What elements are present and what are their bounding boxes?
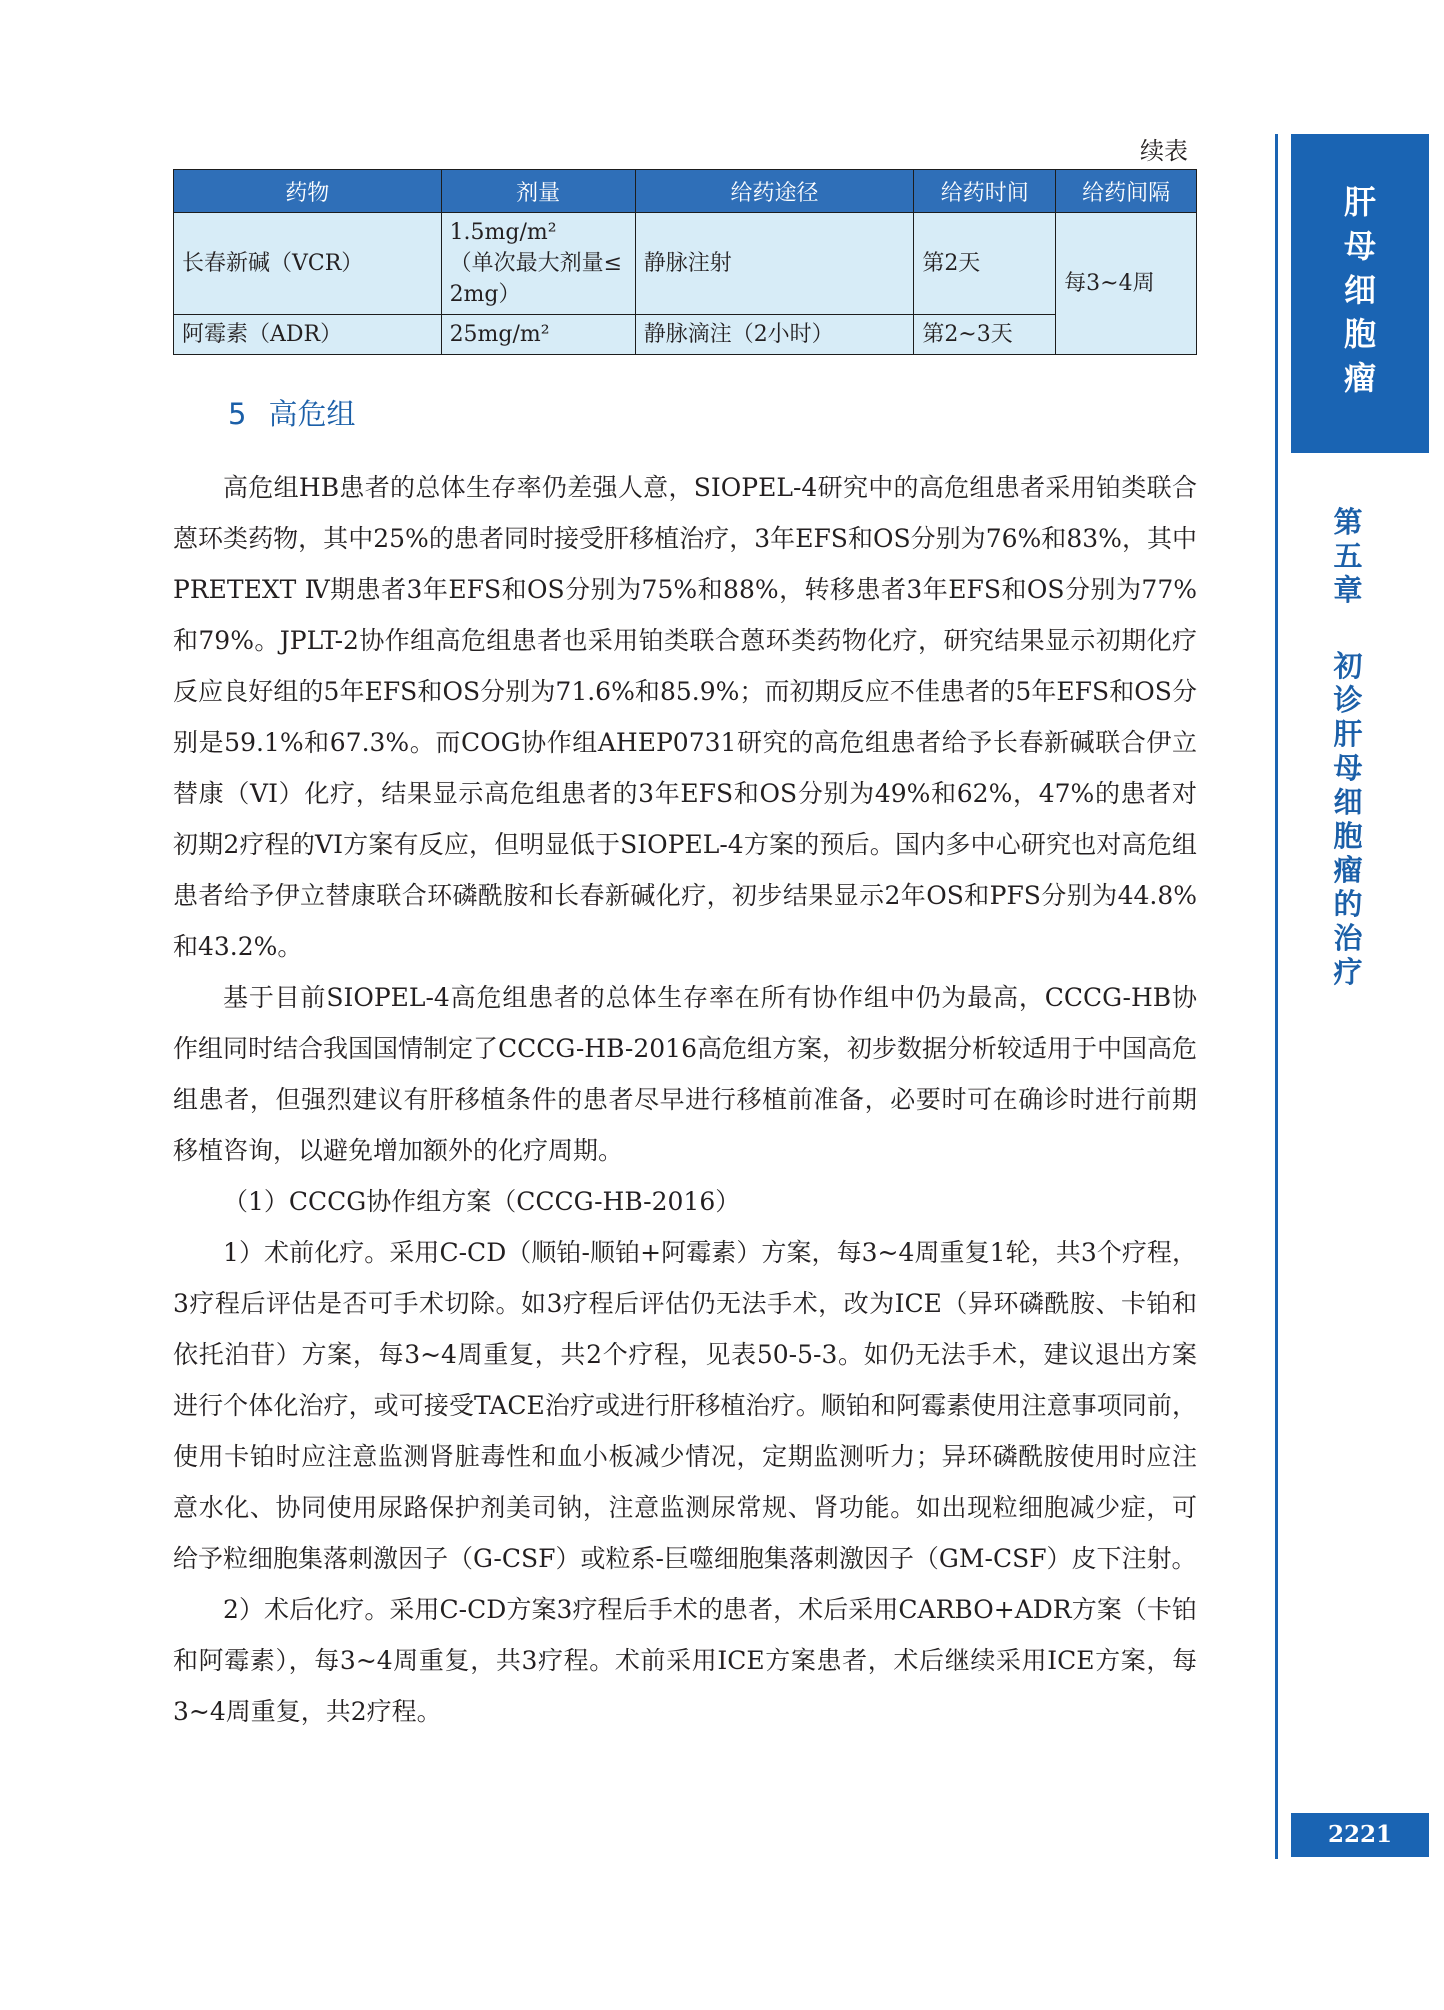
paragraph: 1）术前化疗。采用C-CD（顺铂-顺铂+阿霉素）方案，每3~4周重复1轮，共3个疗程，3疗程后评估是否可手术切除。如3疗程后评估仍无法手术，改为ICE（异环磷酰胺、卡铂和依托泊苷）方案，每3~4周重复，共2个疗程，见表50-5-3。如仍无法手术，建议退出方案进行个体化治疗，或可接受TACE治疗或进行肝移植治疗。顺铂和阿霉素使用注意事项同前，使用卡铂时应注意监测肾脏毒性和血小板减少情况，定期监测听力；异环磷酰胺使用时应注意水化、协同使用尿路保护剂美司钠，注意监测尿常规、肾功能。如出现粒细胞减少症，可给予粒细胞集落刺激因子（G-CSF）或粒系-巨噬细胞集落刺激因子（GM-CSF）皮下注射。 xyxy=(173,1238,1197,1573)
paragraph: 高危组HB患者的总体生存率仍差强人意，SIOPEL-4研究中的高危组患者采用铂类联合蒽环类药物，其中25%的患者同时接受肝移植治疗，3年EFS和OS分别为76%和83%，其中PRETEXT Ⅳ期患者3年EFS和OS分别为75%和88%，转移患者3年EFS和OS分别为77%和79%。JPLT-2协作组高危组患者也采用铂类联合蒽环类药物化疗，研究结果显示初期化疗反应良好组的5年EFS和OS分别为71.6%和85.9%；而初期反应不佳患者的5年EFS和OS分别是59.1%和67.3%。而COG协作组AHEP0731研究的高危组患者给予长春新碱联合伊立替康（VI）化疗，结果显示高危组患者的3年EFS和OS分别为49%和62%，47%的患者对初期2疗程的VI方案有反应，但明显低于SIOPEL-4方案的预后。国内多中心研究也对高危组患者给予伊立替康联合环磷酰胺和长春新碱化疗，初步结果显示2年OS和PFS分别为44.8%和43.2%。 xyxy=(173,473,1197,961)
table-row xyxy=(174,213,1197,315)
tab-char: 细 xyxy=(1343,271,1376,309)
dose-line: 1.5mg/m² xyxy=(449,220,557,245)
cell-dose: 25mg/m² xyxy=(441,315,635,355)
table-continued-label: 续表 xyxy=(1140,137,1188,165)
cell-time: 第2天 xyxy=(914,213,1056,315)
dose-line: （单次最大剂量≤ xyxy=(449,251,622,276)
paragraph: （1）CCCG协作组方案（CCCG-HB-2016） xyxy=(223,1187,741,1216)
chapter-marker xyxy=(1318,505,1378,989)
page-number: 2221 xyxy=(1291,1813,1429,1857)
section-number: 5 xyxy=(228,397,247,431)
dose-line: 2mg） xyxy=(449,282,521,307)
header-interval: 给药间隔 xyxy=(1056,170,1197,213)
table-row xyxy=(174,315,1197,355)
header-route: 给药途径 xyxy=(635,170,914,213)
cell-time: 第2~3天 xyxy=(914,315,1056,355)
header-time: 给药时间 xyxy=(914,170,1056,213)
section-heading xyxy=(228,392,355,433)
cell-drug: 阿霉素（ADR） xyxy=(174,315,442,355)
section-title: 高危组 xyxy=(268,397,356,431)
cell-interval: 每3~4周 xyxy=(1056,213,1197,355)
tab-char: 母 xyxy=(1343,227,1376,265)
tab-char: 肝 xyxy=(1343,183,1376,221)
margin-rule xyxy=(1275,134,1278,1859)
book-tab-title xyxy=(1291,180,1429,400)
header-drug: 药物 xyxy=(174,170,442,213)
chapter-label: 第 五 章 xyxy=(1333,505,1363,607)
cell-route: 静脉滴注（2小时） xyxy=(635,315,914,355)
tab-char: 瘤 xyxy=(1343,359,1376,397)
cell-drug: 长春新碱（VCR） xyxy=(174,213,442,315)
drug-table xyxy=(173,169,1197,355)
cell-dose xyxy=(441,213,635,315)
body-text xyxy=(173,462,1197,1737)
tab-char: 胞 xyxy=(1343,315,1376,353)
header-dose: 剂量 xyxy=(441,170,635,213)
paragraph: 基于目前SIOPEL-4高危组患者的总体生存率在所有协作组中仍为最高，CCCG-HB协作组同时结合我国国情制定了CCCG-HB-2016高危组方案，初步数据分析较适用于中国高危组患者，但强烈建议有肝移植条件的患者尽早进行移植前准备，必要时可在确诊时进行前期移植咨询，以避免增加额外的化疗周期。 xyxy=(173,983,1197,1165)
table-header-row xyxy=(174,170,1197,213)
paragraph: 2）术后化疗。采用C-CD方案3疗程后手术的患者，术后采用CARBO+ADR方案（卡铂和阿霉素），每3~4周重复，共3疗程。术前采用ICE方案患者，术后继续采用ICE方案，每3~4周重复，共2疗程。 xyxy=(173,1595,1197,1726)
chapter-title: 初 诊 肝 母 细 胞 瘤 的 治 疗 xyxy=(1333,649,1363,989)
cell-route: 静脉注射 xyxy=(635,213,914,315)
